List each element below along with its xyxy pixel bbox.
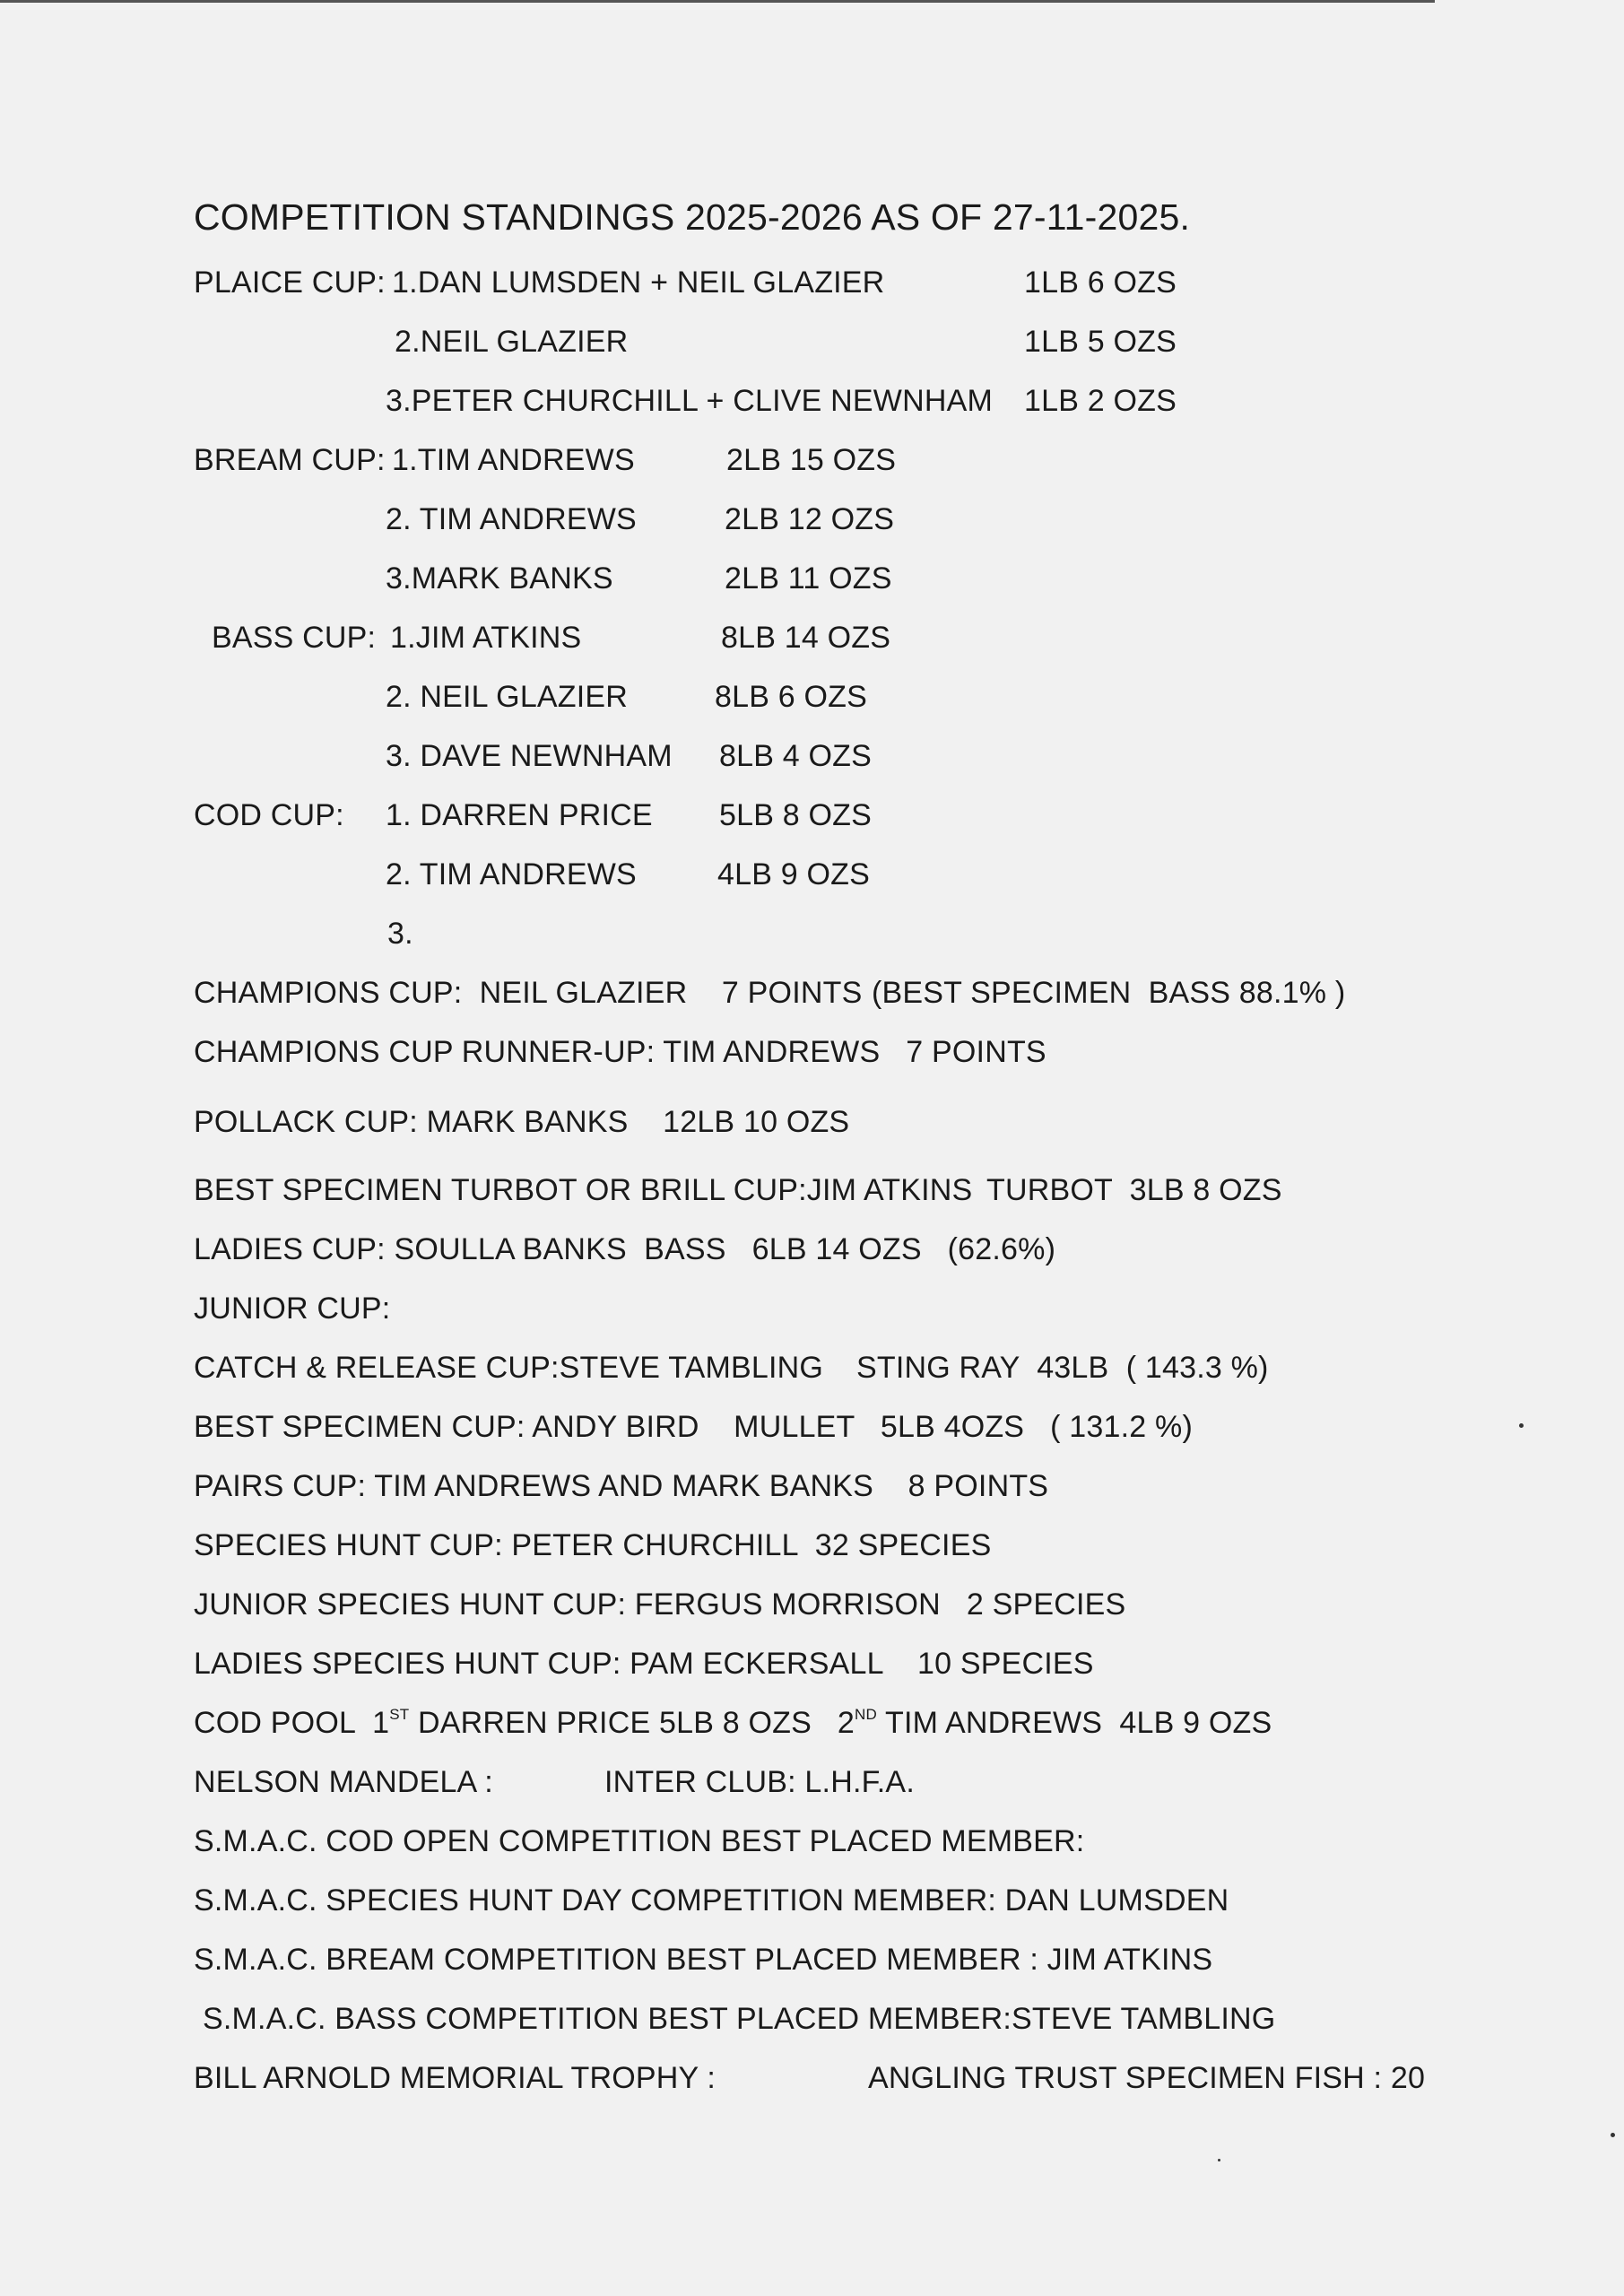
cod-row-2-weight: 4LB 9 OZS <box>717 857 870 891</box>
cod-pool: COD POOL 1ST DARREN PRICE 5LB 8 OZS 2ND TIM ANDREWS 4LB 9 OZS <box>194 1706 1272 1740</box>
bass-row-2-weight: 8LB 6 OZS <box>715 680 867 714</box>
cod-row-1-weight: 5LB 8 OZS <box>719 798 872 832</box>
scan-speck <box>1611 2133 1615 2137</box>
species-hunt-cup: SPECIES HUNT CUP: PETER CHURCHILL 32 SPECIES <box>194 1528 992 1562</box>
champions-cup: CHAMPIONS CUP: NEIL GLAZIER 7 POINTS <box>194 976 863 1010</box>
cod-row-2-name: 2. TIM ANDREWS <box>386 857 637 891</box>
champions-cup-runner-up: CHAMPIONS CUP RUNNER-UP: TIM ANDREWS 7 POINTS <box>194 1035 1046 1069</box>
bream-row-2-weight: 2LB 12 OZS <box>725 502 895 536</box>
plaice-row-3-name: 3.PETER CHURCHILL + CLIVE NEWNHAM <box>386 384 993 418</box>
pairs-cup: PAIRS CUP: TIM ANDREWS AND MARK BANKS 8 POINTS <box>194 1469 1049 1503</box>
turbot-brill-cup-detail: TURBOT 3LB 8 OZS <box>986 1173 1282 1207</box>
junior-species-hunt-cup: JUNIOR SPECIES HUNT CUP: FERGUS MORRISON 2 SPECIES <box>194 1587 1126 1622</box>
angling-trust-specimen-fish: ANGLING TRUST SPECIMEN FISH : 20 <box>868 2061 1426 2095</box>
bass-row-3-weight: 8LB 4 OZS <box>719 739 872 773</box>
champions-cup-note: (BEST SPECIMEN BASS 88.1% ) <box>872 976 1346 1010</box>
bream-cup-label: BREAM CUP: <box>194 443 386 477</box>
cod-row-3-name: 3. <box>387 917 413 951</box>
nelson-mandela: NELSON MANDELA : <box>194 1765 493 1799</box>
plaice-row-2-name: 2.NEIL GLAZIER <box>395 325 629 359</box>
bass-cup-label: BASS CUP: <box>212 621 377 655</box>
plaice-row-1-name: 1.DAN LUMSDEN + NEIL GLAZIER <box>392 265 885 300</box>
ladies-species-hunt-cup: LADIES SPECIES HUNT CUP: PAM ECKERSALL 10 SPECIES <box>194 1647 1094 1681</box>
scan-top-edge <box>0 0 1435 3</box>
bream-row-3-name: 3.MARK BANKS <box>386 561 613 596</box>
smac-species-hunt-day: S.M.A.C. SPECIES HUNT DAY COMPETITION MEMBER: DAN LUMSDEN <box>194 1883 1229 1918</box>
cod-row-1-name: 1. DARREN PRICE <box>386 798 653 832</box>
catch-release-cup: CATCH & RELEASE CUP:STEVE TAMBLING <box>194 1351 824 1385</box>
plaice-row-2-weight: 1LB 5 OZS <box>1024 325 1177 359</box>
smac-bream-competition: S.M.A.C. BREAM COMPETITION BEST PLACED MEMBER : JIM ATKINS <box>194 1943 1213 1977</box>
bill-arnold-trophy: BILL ARNOLD MEMORIAL TROPHY : <box>194 2061 716 2095</box>
junior-cup: JUNIOR CUP: <box>194 1292 391 1326</box>
best-specimen-cup: BEST SPECIMEN CUP: ANDY BIRD MULLET 5LB 4OZS ( 131.2 %) <box>194 1410 1193 1444</box>
turbot-brill-cup: BEST SPECIMEN TURBOT OR BRILL CUP:JIM ATKINS <box>194 1173 973 1207</box>
plaice-cup-label: PLAICE CUP: <box>194 265 386 300</box>
pollack-cup: POLLACK CUP: MARK BANKS 12LB 10 OZS <box>194 1105 850 1139</box>
inter-club: INTER CLUB: L.H.F.A. <box>604 1765 915 1799</box>
ladies-cup: LADIES CUP: SOULLA BANKS BASS 6LB 14 OZS (62.6%) <box>194 1232 1056 1266</box>
bass-row-3-name: 3. DAVE NEWNHAM <box>386 739 673 773</box>
smac-bass-competition: S.M.A.C. BASS COMPETITION BEST PLACED MEMBER:STEVE TAMBLING <box>203 2002 1276 2036</box>
scan-speck <box>1218 2159 1220 2161</box>
bream-row-1-weight: 2LB 15 OZS <box>726 443 897 477</box>
smac-cod-open: S.M.A.C. COD OPEN COMPETITION BEST PLACED MEMBER: <box>194 1824 1085 1858</box>
page-title: COMPETITION STANDINGS 2025-2026 AS OF 27-11-2025. <box>194 196 1191 238</box>
catch-release-cup-detail: STING RAY 43LB ( 143.3 %) <box>856 1351 1269 1385</box>
plaice-row-3-weight: 1LB 2 OZS <box>1024 384 1177 418</box>
scan-speck <box>1519 1423 1524 1428</box>
bass-row-1-name: 1.JIM ATKINS <box>390 621 582 655</box>
bream-row-3-weight: 2LB 11 OZS <box>725 561 892 596</box>
plaice-row-1-weight: 1LB 6 OZS <box>1024 265 1177 300</box>
cod-cup-label: COD CUP: <box>194 798 344 832</box>
bream-row-1-name: 1.TIM ANDREWS <box>392 443 635 477</box>
bass-row-2-name: 2. NEIL GLAZIER <box>386 680 629 714</box>
bass-row-1-weight: 8LB 14 OZS <box>721 621 891 655</box>
bream-row-2-name: 2. TIM ANDREWS <box>386 502 637 536</box>
